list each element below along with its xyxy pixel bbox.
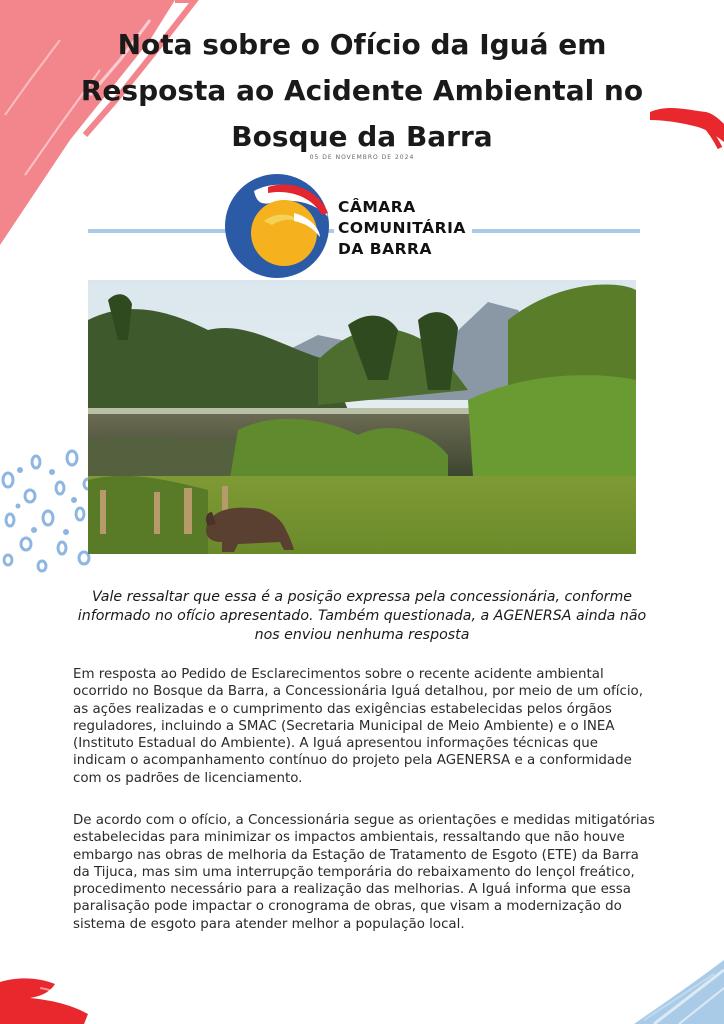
body-paragraph-2: De acordo com o ofício, a Concessionária segue as orientações e medidas mitigatórias estabelecidas para minimizar os impactos ambientais, ressaltando que não houve embargo nas obras de melhoria da Estação de Tratamento de Esgoto (ETE) da Barra da Tijuca, mas sim uma interrupção temporária do rebaixamento do lençol freático, procedimento necessário para a realização das melhorias. A Iguá informa que essa paralisação pode impactar o cronograma de obras, que visam a modernização do sistema de esgoto para atender melhor a população local.: [73, 813, 655, 932]
blue-brush-bottom-decoration: [604, 960, 724, 1024]
logo-line-3: DA BARRA: [334, 239, 438, 260]
photo-caption: Vale ressaltar que essa é a posição expressa pela concessionária, conforme informado no ofício apresentado. Também questionada, a AGENERSA ainda não nos enviou nenhuma resposta: [77, 589, 647, 643]
red-brush-bottom-decoration: [0, 968, 100, 1024]
publication-date: 05 DE NOVEMBRO DE 2024: [309, 154, 415, 161]
camara-comunitaria-logo-icon: [224, 173, 332, 279]
logo-wordmark: [334, 197, 472, 260]
body-paragraph-1: Em resposta ao Pedido de Esclarecimentos sobre o recente acidente ambiental ocorrido no Bosque da Barra, a Concessionária Iguá detalhou, por meio de um ofício, as ações realizadas e o cumprimento das exigências estabelecidas pelos órgãos reguladores, incluindo a SMAC (Secretaria Municipal de Meio Ambiente) e o INEA (Instituto Estadual do Ambiente). A Iguá apresentou informações técnicas que indicam o acompanhamento contínuo do projeto pela AGENERSA e a conformidade com os padrões de licenciamento.: [73, 667, 643, 786]
logo-line-1: CÂMARA: [334, 197, 422, 218]
blue-dots-decoration: [0, 448, 100, 578]
lagoon-capybara-photo: [88, 280, 636, 554]
page-title: Nota sobre o Ofício da Iguá em Resposta ao Acidente Ambiental no Bosque da Barra: [80, 28, 644, 153]
logo-line-2: COMUNITÁRIA: [334, 218, 472, 239]
